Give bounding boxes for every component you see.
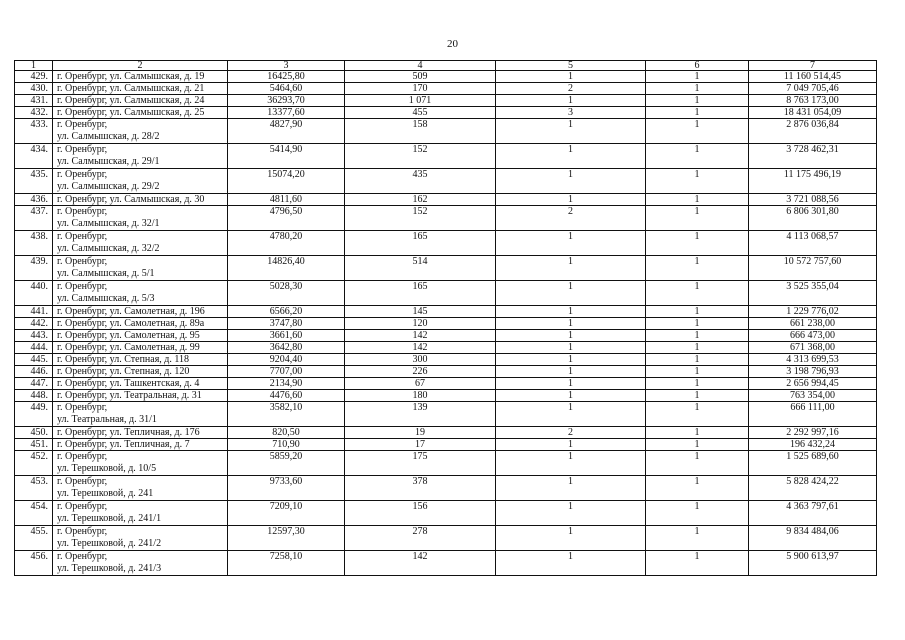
table-row [15, 342, 877, 354]
address-cell [53, 451, 228, 476]
address-cell [53, 501, 228, 526]
address-cell [53, 318, 228, 330]
amount-cell: 11 175 496,19 [749, 169, 877, 194]
table-row [15, 354, 877, 366]
column-6-cell: 1 [646, 169, 749, 194]
column-6-cell: 1 [646, 551, 749, 576]
column-5-cell: 1 [496, 71, 646, 83]
address-line: г. Оренбург, ул. Театральная, д. 31 [57, 390, 202, 401]
column-6-cell: 1 [646, 194, 749, 206]
address-line: г. Оренбург, [57, 231, 108, 242]
amount-cell: 10 572 757,60 [749, 256, 877, 281]
address-line: ул. Салмышская, д. 29/2 [57, 181, 160, 192]
area-cell: 6566,20 [228, 306, 345, 318]
column-6-cell: 1 [646, 366, 749, 378]
table-row [15, 501, 877, 526]
address-cell [53, 306, 228, 318]
table-row [15, 206, 877, 231]
address-line: г. Оренбург, [57, 526, 108, 537]
table-row [15, 330, 877, 342]
address-line: ул. Салмышская, д. 5/1 [57, 268, 155, 279]
column-4-cell: 152 [345, 144, 496, 169]
amount-cell: 18 431 054,09 [749, 107, 877, 119]
column-6-cell: 1 [646, 378, 749, 390]
column-5-cell: 1 [496, 551, 646, 576]
column-5-cell: 1 [496, 501, 646, 526]
row-number-cell: 436. [15, 194, 53, 206]
row-number-cell: 450. [15, 427, 53, 439]
table-row [15, 144, 877, 169]
table-row [15, 256, 877, 281]
amount-cell: 4 113 068,57 [749, 231, 877, 256]
amount-cell: 11 160 514,45 [749, 71, 877, 83]
table-row [15, 119, 877, 144]
column-6-cell: 1 [646, 144, 749, 169]
table-row [15, 402, 877, 427]
amount-cell: 4 313 699,53 [749, 354, 877, 366]
column-6-cell: 1 [646, 427, 749, 439]
address-cell [53, 354, 228, 366]
row-number-cell: 444. [15, 342, 53, 354]
row-number-cell: 455. [15, 526, 53, 551]
table-row [15, 427, 877, 439]
column-5-cell: 1 [496, 144, 646, 169]
address-cell [53, 83, 228, 95]
row-number-cell: 430. [15, 83, 53, 95]
address-line: ул. Салмышская, д. 28/2 [57, 131, 160, 142]
row-number-cell: 446. [15, 366, 53, 378]
area-cell: 5464,60 [228, 83, 345, 95]
column-6-cell: 1 [646, 231, 749, 256]
row-number-cell: 445. [15, 354, 53, 366]
row-number-cell: 456. [15, 551, 53, 576]
area-cell: 7707,00 [228, 366, 345, 378]
address-line: ул. Салмышская, д. 5/3 [57, 293, 155, 304]
column-4-cell: 455 [345, 107, 496, 119]
column-4-cell: 19 [345, 427, 496, 439]
column-5-cell: 2 [496, 427, 646, 439]
column-6-cell: 1 [646, 119, 749, 144]
address-line: ул. Терешковой, д. 241/2 [57, 538, 162, 549]
address-cell [53, 390, 228, 402]
row-number-cell: 440. [15, 281, 53, 306]
address-line: г. Оренбург, [57, 551, 108, 562]
table-row [15, 281, 877, 306]
column-4-cell: 509 [345, 71, 496, 83]
column-5-cell: 1 [496, 95, 646, 107]
table-row [15, 71, 877, 83]
column-4-cell: 1 071 [345, 95, 496, 107]
address-line: г. Оренбург, ул. Самолетная, д. 99 [57, 342, 200, 353]
area-cell: 13377,60 [228, 107, 345, 119]
column-5-cell: 1 [496, 354, 646, 366]
area-cell: 14826,40 [228, 256, 345, 281]
area-cell: 4796,50 [228, 206, 345, 231]
address-line: г. Оренбург, [57, 169, 108, 180]
amount-cell: 1 525 689,60 [749, 451, 877, 476]
amount-cell: 666 473,00 [749, 330, 877, 342]
amount-cell: 666 111,00 [749, 402, 877, 427]
area-cell: 4827,90 [228, 119, 345, 144]
column-6-cell: 1 [646, 306, 749, 318]
column-4-cell: 180 [345, 390, 496, 402]
address-line: г. Оренбург, ул. Салмышская, д. 19 [57, 71, 205, 82]
table-row [15, 451, 877, 476]
address-line: г. Оренбург, ул. Степная, д. 118 [57, 354, 190, 365]
address-line: г. Оренбург, [57, 119, 108, 130]
column-4-cell: 378 [345, 476, 496, 501]
address-line: г. Оренбург, [57, 402, 108, 413]
row-number-cell: 433. [15, 119, 53, 144]
row-number-cell: 429. [15, 71, 53, 83]
area-cell: 710,90 [228, 439, 345, 451]
address-line: ул. Терешковой, д. 241 [57, 488, 154, 499]
column-5-cell: 1 [496, 342, 646, 354]
address-cell [53, 95, 228, 107]
column-6-cell: 1 [646, 95, 749, 107]
address-line: ул. Салмышская, д. 32/1 [57, 218, 160, 229]
column-5-cell: 1 [496, 330, 646, 342]
column-5-cell: 1 [496, 318, 646, 330]
row-number-cell: 441. [15, 306, 53, 318]
address-line: ул. Салмышская, д. 32/2 [57, 243, 160, 254]
row-number-cell: 432. [15, 107, 53, 119]
column-6-cell: 1 [646, 390, 749, 402]
row-number-cell: 437. [15, 206, 53, 231]
address-cell [53, 378, 228, 390]
address-line: г. Оренбург, ул. Тепличная, д. 176 [57, 427, 200, 438]
row-number-cell: 431. [15, 95, 53, 107]
column-4-cell: 120 [345, 318, 496, 330]
address-line: г. Оренбург, [57, 476, 108, 487]
column-5-cell: 1 [496, 306, 646, 318]
address-cell [53, 144, 228, 169]
address-line: г. Оренбург, ул. Самолетная, д. 95 [57, 330, 200, 341]
address-cell [53, 342, 228, 354]
column-6-cell: 1 [646, 354, 749, 366]
amount-cell: 9 834 484,06 [749, 526, 877, 551]
table-row [15, 476, 877, 501]
address-line: ул. Театральная, д. 31/1 [57, 414, 157, 425]
area-cell: 9204,40 [228, 354, 345, 366]
amount-cell: 3 525 355,04 [749, 281, 877, 306]
address-cell [53, 281, 228, 306]
area-cell: 3661,60 [228, 330, 345, 342]
table-row [15, 318, 877, 330]
table-header [15, 61, 877, 71]
column-5-cell: 1 [496, 526, 646, 551]
column-6-cell: 1 [646, 402, 749, 427]
row-number-cell: 447. [15, 378, 53, 390]
area-cell: 2134,90 [228, 378, 345, 390]
column-5-cell: 2 [496, 83, 646, 95]
address-cell [53, 71, 228, 83]
column-5-cell: 1 [496, 378, 646, 390]
column-5-cell: 1 [496, 169, 646, 194]
area-cell: 3642,80 [228, 342, 345, 354]
column-4-cell: 300 [345, 354, 496, 366]
column-4-cell: 67 [345, 378, 496, 390]
table-row [15, 366, 877, 378]
column-5-cell: 1 [496, 256, 646, 281]
amount-cell: 3 198 796,93 [749, 366, 877, 378]
column-header-6: 6 [646, 61, 749, 71]
table-row [15, 306, 877, 318]
table-row [15, 107, 877, 119]
row-number-cell: 443. [15, 330, 53, 342]
row-number-cell: 439. [15, 256, 53, 281]
column-6-cell: 1 [646, 342, 749, 354]
page-number: 20 [447, 38, 458, 50]
amount-cell: 2 292 997,16 [749, 427, 877, 439]
column-5-cell: 1 [496, 194, 646, 206]
column-6-cell: 1 [646, 71, 749, 83]
address-cell [53, 231, 228, 256]
area-cell: 4780,20 [228, 231, 345, 256]
row-number-cell: 442. [15, 318, 53, 330]
row-number-cell: 438. [15, 231, 53, 256]
address-line: ул. Терешковой, д. 241/3 [57, 563, 162, 574]
table-row [15, 439, 877, 451]
column-4-cell: 278 [345, 526, 496, 551]
area-cell: 36293,70 [228, 95, 345, 107]
column-4-cell: 158 [345, 119, 496, 144]
row-number-cell: 451. [15, 439, 53, 451]
table-row [15, 526, 877, 551]
column-6-cell: 1 [646, 318, 749, 330]
column-4-cell: 17 [345, 439, 496, 451]
table-row [15, 231, 877, 256]
column-6-cell: 1 [646, 439, 749, 451]
column-5-cell: 2 [496, 206, 646, 231]
column-4-cell: 156 [345, 501, 496, 526]
amount-cell: 7 049 705,46 [749, 83, 877, 95]
data-table [14, 60, 877, 576]
table-row [15, 390, 877, 402]
column-4-cell: 175 [345, 451, 496, 476]
address-cell [53, 256, 228, 281]
table-row [15, 95, 877, 107]
address-cell [53, 330, 228, 342]
column-5-cell: 3 [496, 107, 646, 119]
area-cell: 16425,80 [228, 71, 345, 83]
address-cell [53, 119, 228, 144]
area-cell: 5859,20 [228, 451, 345, 476]
address-line: г. Оренбург, [57, 501, 108, 512]
area-cell: 9733,60 [228, 476, 345, 501]
column-5-cell: 1 [496, 231, 646, 256]
column-header-4: 4 [345, 61, 496, 71]
column-header-7: 7 [749, 61, 877, 71]
column-5-cell: 1 [496, 439, 646, 451]
address-cell [53, 439, 228, 451]
address-cell [53, 476, 228, 501]
column-6-cell: 1 [646, 107, 749, 119]
address-line: г. Оренбург, ул. Ташкентская, д. 4 [57, 378, 200, 389]
area-cell: 3747,80 [228, 318, 345, 330]
column-4-cell: 142 [345, 330, 496, 342]
column-6-cell: 1 [646, 451, 749, 476]
area-cell: 5414,90 [228, 144, 345, 169]
address-line: ул. Терешковой, д. 10/5 [57, 463, 157, 474]
amount-cell: 196 432,24 [749, 439, 877, 451]
address-cell [53, 551, 228, 576]
column-5-cell: 1 [496, 366, 646, 378]
column-6-cell: 1 [646, 83, 749, 95]
amount-cell: 2 656 994,45 [749, 378, 877, 390]
address-line: ул. Терешковой, д. 241/1 [57, 513, 162, 524]
column-6-cell: 1 [646, 206, 749, 231]
column-6-cell: 1 [646, 526, 749, 551]
address-line: г. Оренбург, [57, 144, 108, 155]
column-header-5: 5 [496, 61, 646, 71]
address-cell [53, 107, 228, 119]
address-cell [53, 402, 228, 427]
table-row [15, 194, 877, 206]
amount-cell: 661 238,00 [749, 318, 877, 330]
column-4-cell: 162 [345, 194, 496, 206]
column-4-cell: 142 [345, 342, 496, 354]
area-cell: 3582,10 [228, 402, 345, 427]
column-4-cell: 435 [345, 169, 496, 194]
area-cell: 15074,20 [228, 169, 345, 194]
table-row [15, 551, 877, 576]
column-5-cell: 1 [496, 451, 646, 476]
address-line: г. Оренбург, ул. Тепличная, д. 7 [57, 439, 190, 450]
column-5-cell: 1 [496, 476, 646, 501]
table-row [15, 83, 877, 95]
column-4-cell: 165 [345, 231, 496, 256]
table-row [15, 378, 877, 390]
column-5-cell: 1 [496, 390, 646, 402]
column-5-cell: 1 [496, 119, 646, 144]
column-header-2: 2 [53, 61, 228, 71]
address-line: г. Оренбург, ул. Салмышская, д. 30 [57, 194, 205, 205]
table-row [15, 169, 877, 194]
column-4-cell: 226 [345, 366, 496, 378]
column-4-cell: 139 [345, 402, 496, 427]
column-4-cell: 145 [345, 306, 496, 318]
area-cell: 5028,30 [228, 281, 345, 306]
area-cell: 4476,60 [228, 390, 345, 402]
address-cell [53, 169, 228, 194]
address-line: г. Оренбург, [57, 256, 108, 267]
row-number-cell: 452. [15, 451, 53, 476]
row-number-cell: 434. [15, 144, 53, 169]
address-line: г. Оренбург, [57, 451, 108, 462]
amount-cell: 8 763 173,00 [749, 95, 877, 107]
column-header-3: 3 [228, 61, 345, 71]
amount-cell: 5 828 424,22 [749, 476, 877, 501]
column-4-cell: 165 [345, 281, 496, 306]
address-line: г. Оренбург, ул. Салмышская, д. 24 [57, 95, 205, 106]
area-cell: 7209,10 [228, 501, 345, 526]
header-row [15, 61, 877, 71]
row-number-cell: 453. [15, 476, 53, 501]
row-number-cell: 448. [15, 390, 53, 402]
area-cell: 12597,30 [228, 526, 345, 551]
address-cell [53, 194, 228, 206]
address-cell [53, 206, 228, 231]
column-4-cell: 514 [345, 256, 496, 281]
address-line: г. Оренбург, ул. Самолетная, д. 196 [57, 306, 205, 317]
amount-cell: 6 806 301,80 [749, 206, 877, 231]
address-line: г. Оренбург, ул. Степная, д. 120 [57, 366, 190, 377]
row-number-cell: 449. [15, 402, 53, 427]
column-5-cell: 1 [496, 402, 646, 427]
area-cell: 4811,60 [228, 194, 345, 206]
address-line: г. Оренбург, ул. Салмышская, д. 21 [57, 83, 205, 94]
table-body [15, 71, 877, 576]
amount-cell: 763 354,00 [749, 390, 877, 402]
address-cell [53, 427, 228, 439]
column-6-cell: 1 [646, 256, 749, 281]
address-line: г. Оренбург, ул. Самолетная, д. 89а [57, 318, 205, 329]
column-6-cell: 1 [646, 476, 749, 501]
column-6-cell: 1 [646, 501, 749, 526]
area-cell: 7258,10 [228, 551, 345, 576]
amount-cell: 3 728 462,31 [749, 144, 877, 169]
row-number-cell: 435. [15, 169, 53, 194]
address-line: г. Оренбург, [57, 281, 108, 292]
address-line: г. Оренбург, [57, 206, 108, 217]
amount-cell: 2 876 036,84 [749, 119, 877, 144]
column-4-cell: 152 [345, 206, 496, 231]
address-line: ул. Салмышская, д. 29/1 [57, 156, 160, 167]
column-4-cell: 142 [345, 551, 496, 576]
amount-cell: 1 229 776,02 [749, 306, 877, 318]
column-5-cell: 1 [496, 281, 646, 306]
address-cell [53, 366, 228, 378]
column-header-1: 1 [15, 61, 53, 71]
column-6-cell: 1 [646, 330, 749, 342]
amount-cell: 4 363 797,61 [749, 501, 877, 526]
column-4-cell: 170 [345, 83, 496, 95]
address-cell [53, 526, 228, 551]
row-number-cell: 454. [15, 501, 53, 526]
column-6-cell: 1 [646, 281, 749, 306]
area-cell: 820,50 [228, 427, 345, 439]
amount-cell: 671 368,00 [749, 342, 877, 354]
amount-cell: 3 721 088,56 [749, 194, 877, 206]
address-line: г. Оренбург, ул. Салмышская, д. 25 [57, 107, 205, 118]
amount-cell: 5 900 613,97 [749, 551, 877, 576]
